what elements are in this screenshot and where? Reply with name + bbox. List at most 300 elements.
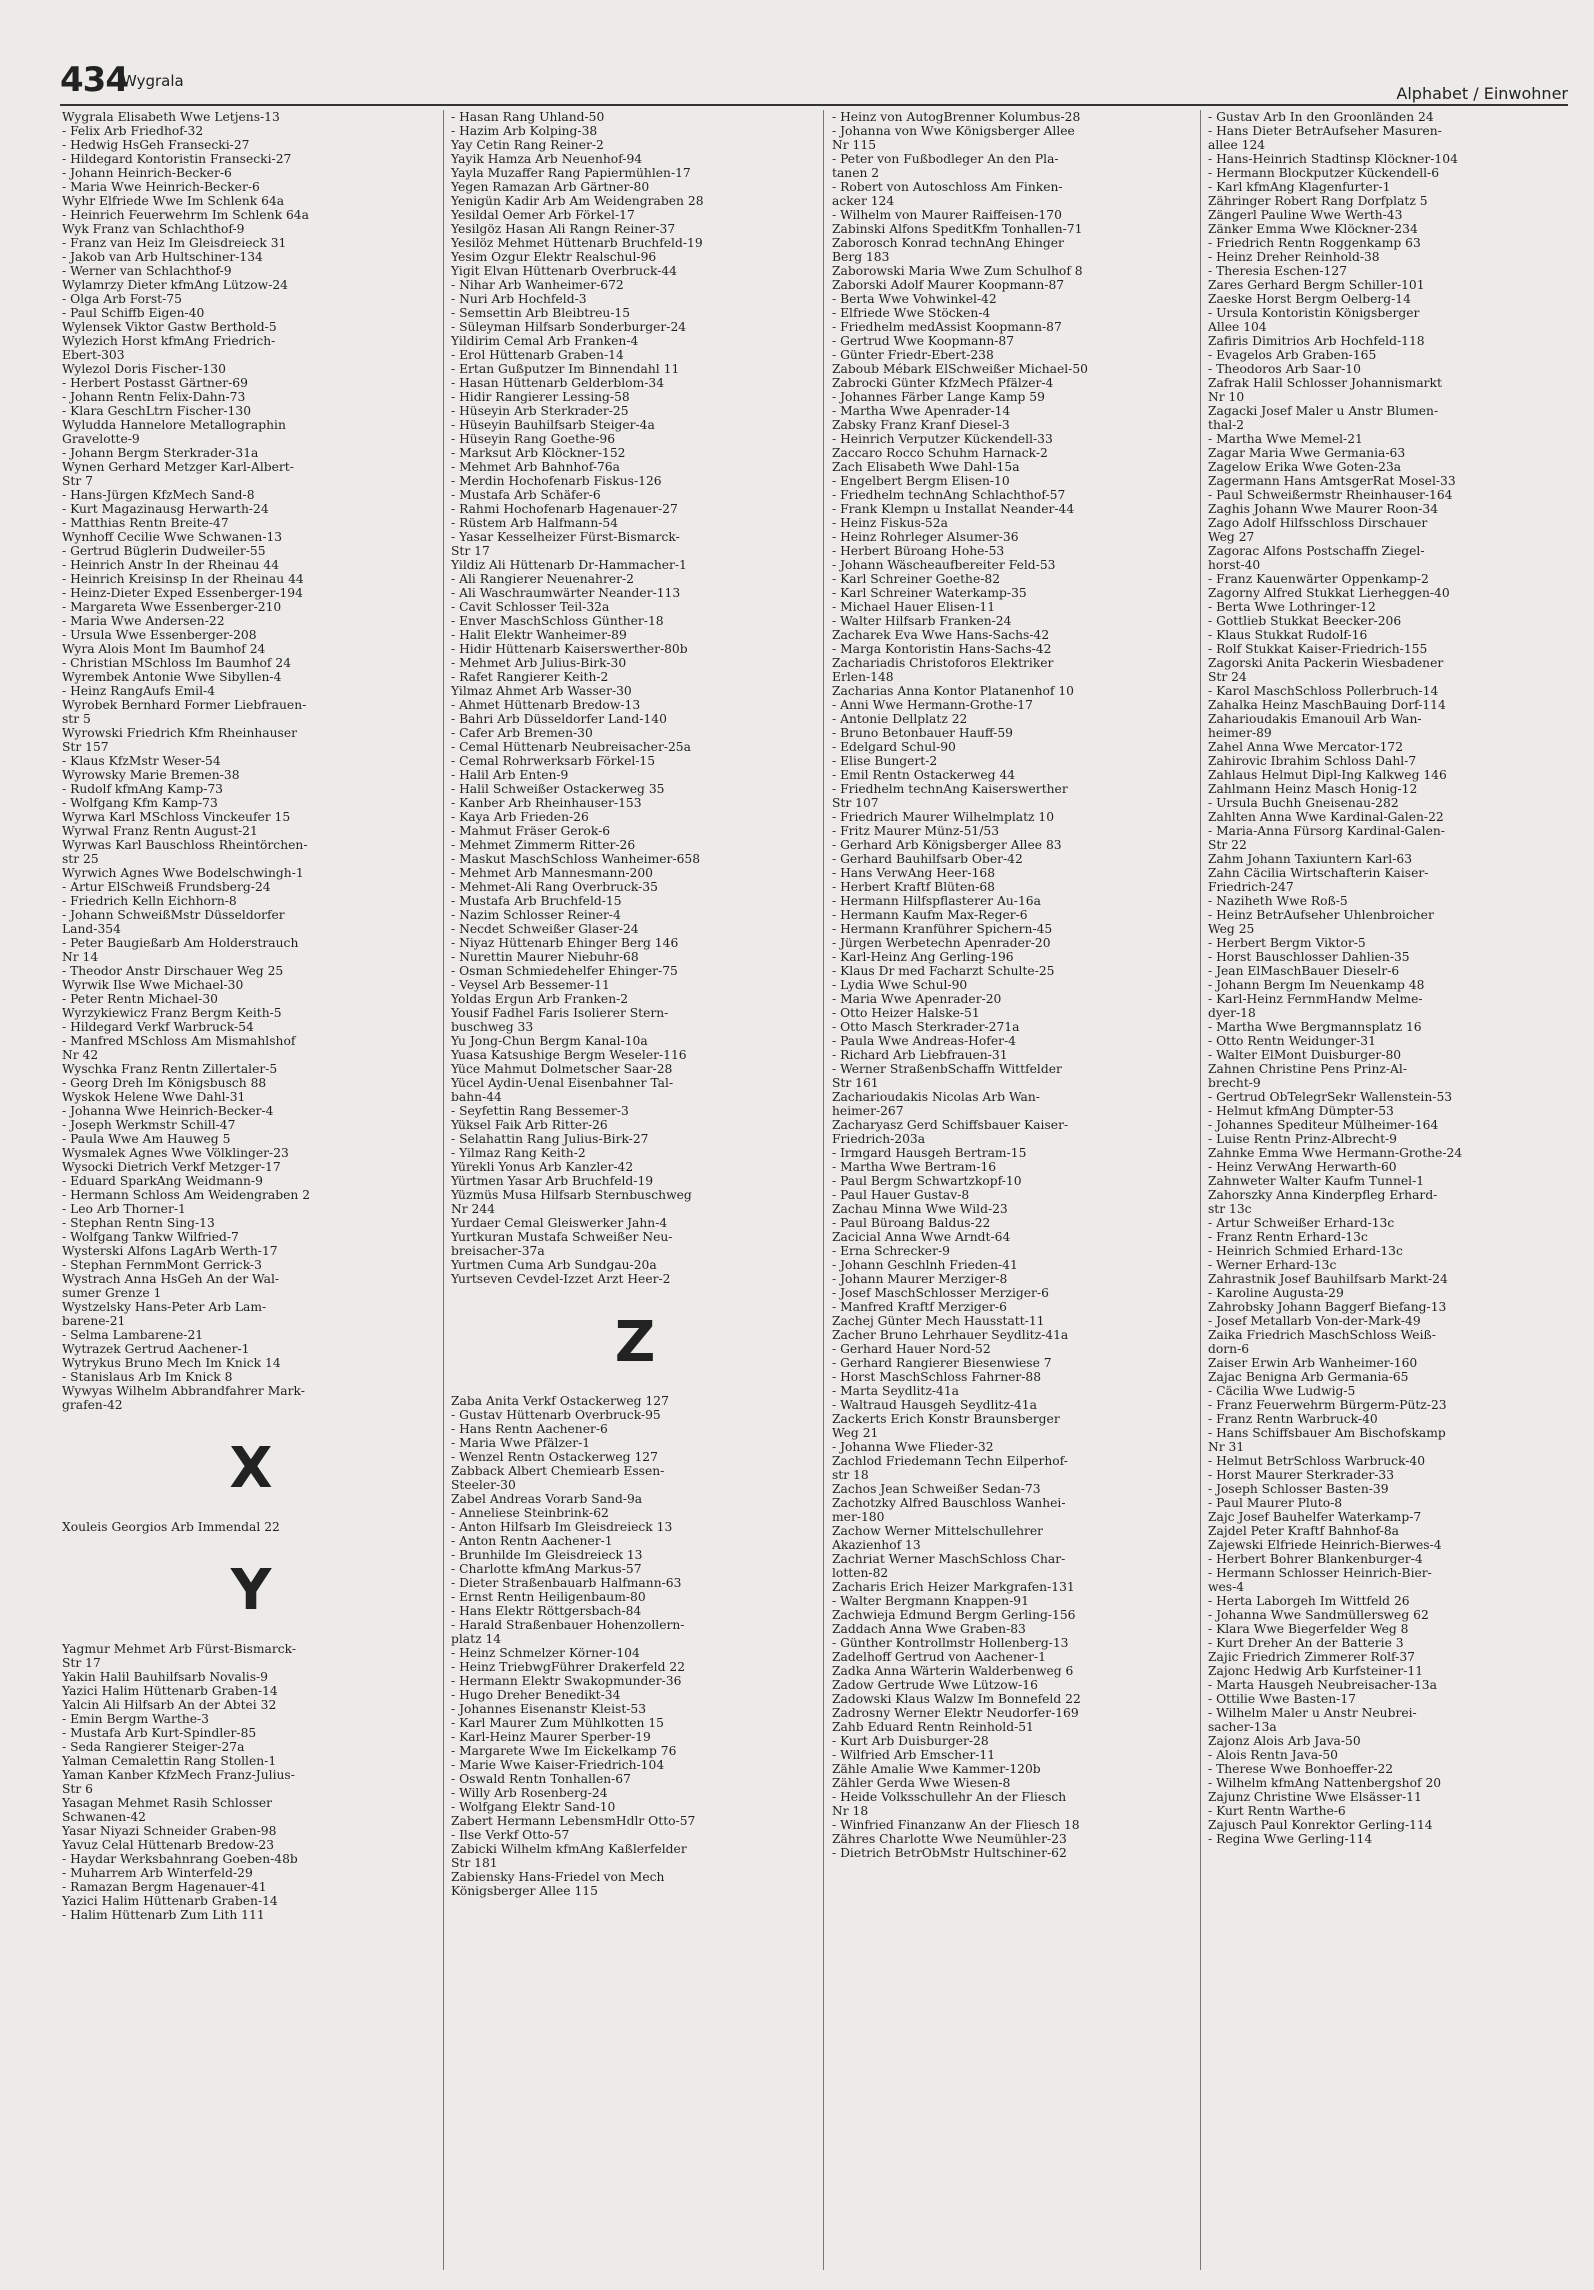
directory-entry: - Hermann Elektr Swakopmunder-36 [451,1674,682,1688]
directory-entry: - Klara Wwe Biegerfelder Weg 8 [1208,1622,1409,1636]
directory-entry: Zacharioudakis Nicolas Arb Wan- [832,1090,1040,1104]
directory-entry: Zabrocki Günter KfzMech Pfälzer-4 [832,376,1054,390]
directory-entry: - Heinrich Schmied Erhard-13c [1208,1244,1403,1258]
directory-entry: Weg 25 [1208,922,1255,936]
directory-entry: Zacharias Anna Kontor Platanenhof 10 [832,684,1075,698]
directory-entry: Allee 104 [1208,320,1267,334]
directory-entry: Yurtseven Cevdel-Izzet Arzt Heer-2 [451,1272,671,1286]
directory-entry: Zähler Gerda Wwe Wiesen-8 [832,1776,1011,1790]
directory-entry: Wyrwik Ilse Wwe Michael-30 [62,978,244,992]
directory-entry: Zahnen Christine Pens Prinz-Al- [1208,1062,1407,1076]
directory-entry: - Kurt Arb Duisburger-28 [832,1734,989,1748]
directory-entry: - Gerhard Hauer Nord-52 [832,1342,991,1356]
directory-entry: Zajac Benigna Arb Germania-65 [1208,1370,1409,1384]
directory-entry: - Margarete Wwe Im Eickelkamp 76 [451,1744,677,1758]
directory-entry: - Leo Arb Thorner-1 [62,1202,186,1216]
directory-entry: - Nurettin Maurer Niebuhr-68 [451,950,639,964]
directory-entry: - Karl-Heinz Ang Gerling-196 [832,950,1014,964]
directory-entry: - Martha Wwe Memel-21 [1208,432,1363,446]
directory-entry: - Otto Rentn Weidunger-31 [1208,1034,1376,1048]
directory-entry: - Paul Schiffb Eigen-40 [62,306,205,320]
directory-entry: - Anton Rentn Aachener-1 [451,1534,613,1548]
directory-entry: - Karl Schreiner Waterkamp-35 [832,586,1027,600]
directory-entry: barene-21 [62,1314,126,1328]
directory-entry: Zajonz Alois Arb Java-50 [1208,1734,1361,1748]
directory-entry: - Paul Bergm Schwartzkopf-10 [832,1174,1022,1188]
column-divider [443,110,444,2270]
directory-entry: Zachwieja Edmund Bergm Gerling-156 [832,1608,1076,1622]
directory-entry: - Therese Wwe Bonhoeffer-22 [1208,1762,1394,1776]
directory-entry: - Gerhard Rangierer Biesenwiese 7 [832,1356,1052,1370]
directory-entry: Yurtkuran Mustafa Schweißer Neu- [451,1230,673,1244]
directory-entry: - Franz Feuerwehrm Bürgerm-Pütz-23 [1208,1398,1447,1412]
directory-entry: - Necdet Schweißer Glaser-24 [451,922,639,936]
directory-entry: Zahorszky Anna Kinderpfleg Erhard- [1208,1188,1438,1202]
directory-entry: Str 6 [62,1782,93,1796]
directory-entry: Zares Gerhard Bergm Schiller-101 [1208,278,1425,292]
directory-entry: Zagermann Hans AmtsgerRat Mosel-33 [1208,474,1456,488]
directory-entry: mer-180 [832,1510,885,1524]
directory-entry: - Karl-Heinz Maurer Sperber-19 [451,1730,651,1744]
directory-entry: - Berta Wwe Vohwinkel-42 [832,292,997,306]
directory-entry: Zacicial Anna Wwe Arndt-64 [832,1230,1011,1244]
directory-entry: Wysmalek Agnes Wwe Völklinger-23 [62,1146,289,1160]
directory-entry: Nr 18 [832,1804,869,1818]
directory-entry: - Hermann Hilfspflasterer Au-16a [832,894,1041,908]
directory-entry: - Peter von Fußbodleger An den Pla- [832,152,1059,166]
directory-entry: - Hans Schiffsbauer Am Bischofskamp [1208,1426,1446,1440]
directory-entry: - Horst Maurer Sterkrader-33 [1208,1468,1395,1482]
directory-entry: - Evagelos Arb Graben-165 [1208,348,1377,362]
directory-entry: Zadrosny Werner Elektr Neudorfer-169 [832,1706,1079,1720]
directory-entry: Yürtmen Yasar Arb Bruchfeld-19 [451,1174,654,1188]
directory-entry: - Martha Wwe Apenrader-14 [832,404,1011,418]
directory-entry: - Luise Rentn Prinz-Albrecht-9 [1208,1132,1398,1146]
directory-entry: - Ali Rangierer Neuenahrer-2 [451,572,634,586]
directory-entry: - Peter Rentn Michael-30 [62,992,218,1006]
directory-entry: - Erna Schrecker-9 [832,1244,950,1258]
directory-entry: - Felix Arb Friedhof-32 [62,124,204,138]
directory-entry: Zajewski Elfriede Heinrich-Bierwes-4 [1208,1538,1442,1552]
directory-entry: Zahalka Heinz MaschBauing Dorf-114 [1208,698,1446,712]
directory-entry: - Hidir Rangierer Lessing-58 [451,390,630,404]
directory-entry: Yesildal Oemer Arb Förkel-17 [451,208,635,222]
directory-entry: - Marga Kontoristin Hans-Sachs-42 [832,642,1052,656]
directory-entry: Zagacki Josef Maler u Anstr Blumen- [1208,404,1439,418]
directory-entry: - Stephan FernmMont Gerrick-3 [62,1258,262,1272]
directory-entry: - Artur Schweißer Erhard-13c [1208,1216,1395,1230]
directory-entry: Nr 42 [62,1048,99,1062]
directory-entry: Wyrzykiewicz Franz Bergm Keith-5 [62,1006,282,1020]
directory-entry: - Osman Schmiedehelfer Ehinger-75 [451,964,678,978]
directory-entry: - Margareta Wwe Essenberger-210 [62,600,282,614]
directory-entry: - Friedhelm technAng Schlachthof-57 [832,488,1066,502]
directory-entry: - Emil Rentn Ostackerweg 44 [832,768,1016,782]
directory-entry: buschweg 33 [451,1020,534,1034]
directory-entry: - Heinrich Verputzer Kückendell-33 [832,432,1053,446]
directory-entry: - Hasan Rang Uhland-50 [451,110,605,124]
directory-entry: - Helmut BetrSchloss Warbruck-40 [1208,1454,1426,1468]
directory-entry: - Süleyman Hilfsarb Sonderburger-24 [451,320,687,334]
directory-entry: Zadelhoff Gertrud von Aachener-1 [832,1650,1046,1664]
directory-entry: - Enver MaschSchloss Günther-18 [451,614,664,628]
directory-entry: Wystzelsky Hans-Peter Arb Lam- [62,1300,267,1314]
directory-entry: - Nazim Schlosser Reiner-4 [451,908,621,922]
directory-entry: - Christian MSchloss Im Baumhof 24 [62,656,292,670]
directory-entry: str 5 [62,712,91,726]
directory-entry: Nr 14 [62,950,99,964]
directory-entry: - Georg Dreh Im Königsbusch 88 [62,1076,267,1090]
directory-entry: Zaiser Erwin Arb Wanheimer-160 [1208,1356,1418,1370]
directory-column-1 [62,110,440,1922]
directory-entry: - Ernst Rentn Heiligenbaum-80 [451,1590,646,1604]
directory-entry: - Jakob van Arb Hultschiner-134 [62,250,263,264]
directory-entry: - Herbert Postasst Gärtner-69 [62,376,248,390]
directory-entry: - Hazim Arb Kolping-38 [451,124,598,138]
directory-entry: horst-40 [1208,558,1261,572]
directory-entry: - Jean ElMaschBauer Dieselr-6 [1208,964,1400,978]
directory-entry: - Manfred MSchloss Am Mismahlshof [62,1034,296,1048]
directory-entry: Yakin Halil Bauhilfsarb Novalis-9 [62,1670,268,1684]
directory-entry: Zadow Gertrude Wwe Lützow-16 [832,1678,1038,1692]
column-divider [1200,110,1201,2270]
directory-entry: Wynhoff Cecilie Wwe Schwanen-13 [62,530,283,544]
directory-entry: Zabinski Alfons SpeditKfm Tonhallen-71 [832,222,1083,236]
directory-entry: - Manfred Kraftf Merziger-6 [832,1300,1007,1314]
directory-entry: - Hildegard Kontoristin Fransecki-27 [62,152,292,166]
directory-entry: Gravelotte-9 [62,432,140,446]
directory-entry: - Maria Wwe Andersen-22 [62,614,225,628]
directory-entry: Yalcin Ali Hilfsarb An der Abtei 32 [62,1698,277,1712]
directory-entry: - Naziheth Wwe Roß-5 [1208,894,1348,908]
directory-entry: - Karl-Heinz FernmHandw Melme- [1208,992,1423,1006]
directory-entry: - Wilhelm kfmAng Nattenbergshof 20 [1208,1776,1442,1790]
directory-entry: Zabiensky Hans-Friedel von Mech [451,1870,665,1884]
directory-entry: Zahn Cäcilia Wirtschafterin Kaiser- [1208,866,1429,880]
section-title: Alphabet / Einwohner [1396,84,1568,103]
directory-entry: - Paul Schweißermstr Rheinhauser-164 [1208,488,1453,502]
directory-entry: - Johanna Wwe Heinrich-Becker-4 [62,1104,274,1118]
directory-entry: Zagorny Alfred Stukkat Lierheggen-40 [1208,586,1450,600]
directory-entry: - Jürgen Werbetechn Apenrader-20 [832,936,1051,950]
directory-entry: Zagar Maria Wwe Germania-63 [1208,446,1406,460]
directory-entry: Zähres Charlotte Wwe Neumühler-23 [832,1832,1067,1846]
directory-entry: Zabback Albert Chemiearb Essen- [451,1464,665,1478]
directory-entry: - Hans Rentn Aachener-6 [451,1422,608,1436]
directory-entry: - Charlotte kfmAng Markus-57 [451,1562,642,1576]
directory-entry: - Gustav Hüttenarb Overbruck-95 [451,1408,661,1422]
directory-entry: Zacher Bruno Lehrhauer Seydlitz-41a [832,1328,1069,1342]
directory-entry: - Hermann Schloss Am Weidengraben 2 [62,1188,311,1202]
directory-entry: - Anneliese Steinbrink-62 [451,1506,609,1520]
directory-entry: - Halim Hüttenarb Zum Lith 111 [62,1908,265,1922]
directory-entry: - Mehmet Zimmerm Ritter-26 [451,838,636,852]
directory-entry: - Elfriede Wwe Stöcken-4 [832,306,991,320]
directory-entry: Zaba Anita Verkf Ostackerweg 127 [451,1394,669,1408]
directory-entry: - Günter Friedr-Ebert-238 [832,348,994,362]
directory-entry: Zabicki Wilhelm kfmAng Kaßlerfelder [451,1842,687,1856]
directory-entry: - Selma Lambarene-21 [62,1328,204,1342]
directory-entry: - Hermann Schlosser Heinrich-Bier- [1208,1566,1432,1580]
directory-entry: - Karoline Augusta-29 [1208,1286,1344,1300]
directory-entry: - Klaus KfzMstr Weser-54 [62,754,221,768]
directory-entry: - Hermann Kranführer Spichern-45 [832,922,1053,936]
directory-entry: - Artur ElSchweiß Frundsberg-24 [62,880,271,894]
directory-entry: - Heinz-Dieter Exped Essenberger-194 [62,586,303,600]
directory-entry: Akazienhof 13 [832,1538,921,1552]
directory-entry: Wynen Gerhard Metzger Karl-Albert- [62,460,294,474]
directory-entry: - Michael Hauer Elisen-11 [832,600,996,614]
directory-entry: - Lydia Wwe Schul-90 [832,978,968,992]
directory-entry: - Gertrud Wwe Koopmann-87 [832,334,1015,348]
directory-entry: - Heinz Schmelzer Körner-104 [451,1646,640,1660]
directory-entry: Friedrich-203a [832,1132,926,1146]
directory-entry: bahn-44 [451,1090,502,1104]
directory-entry: - Semsettin Arb Bleibtreu-15 [451,306,631,320]
directory-entry: - Edelgard Schul-90 [832,740,956,754]
directory-entry: - Hans Dieter BetrAufseher Masuren- [1208,124,1442,138]
directory-entry: - Franz Kauenwärter Oppenkamp-2 [1208,572,1429,586]
directory-entry: platz 14 [451,1632,502,1646]
directory-entry: - Heinrich Anstr In der Rheinau 44 [62,558,280,572]
directory-entry: - Hidir Hüttenarb Kaiserswerther-80b [451,642,688,656]
directory-entry: Zahlten Anna Wwe Kardinal-Galen-22 [1208,810,1444,824]
directory-entry: Yürekli Yonus Arb Kanzler-42 [451,1160,634,1174]
directory-entry: - Heinz Dreher Reinhold-38 [1208,250,1380,264]
directory-entry: Zähle Amalie Wwe Kammer-120b [832,1762,1041,1776]
directory-entry: - Marta Seydlitz-41a [832,1384,959,1398]
directory-entry: Zahrastnik Josef Bauhilfsarb Markt-24 [1208,1272,1448,1286]
directory-entry: - Regina Wwe Gerling-114 [1208,1832,1373,1846]
directory-entry: Zajunz Christine Wwe Elsässer-11 [1208,1790,1422,1804]
directory-entry: - Antonie Dellplatz 22 [832,712,968,726]
directory-entry: allee 124 [1208,138,1266,152]
directory-entry: - Eduard SparkAng Weidmann-9 [62,1174,263,1188]
directory-entry: Zadka Anna Wärterin Walderbenweg 6 [832,1664,1074,1678]
directory-entry: - Josef MaschSchlosser Merziger-6 [832,1286,1049,1300]
directory-entry: Yay Cetin Rang Reiner-2 [451,138,604,152]
directory-entry: - Nuri Arb Hochfeld-3 [451,292,587,306]
directory-entry: thal-2 [1208,418,1245,432]
directory-entry: str 25 [62,852,99,866]
directory-entry: Str 17 [451,544,490,558]
directory-entry: Zahlaus Helmut Dipl-Ing Kalkweg 146 [1208,768,1447,782]
directory-entry: Yazici Halim Hüttenarb Graben-14 [62,1684,278,1698]
column-divider [823,110,824,2270]
directory-entry: - Herta Laborgeh Im Wittfeld 26 [1208,1594,1410,1608]
directory-entry: - Rüstem Arb Halfmann-54 [451,516,619,530]
directory-entry: - Hüseyin Bauhilfsarb Steiger-4a [451,418,655,432]
directory-entry: - Hans-Heinrich Stadtinsp Klöckner-104 [1208,152,1458,166]
directory-entry: Zachow Werner Mittelschullehrer [832,1524,1044,1538]
directory-entry: - Friedrich Kelln Eichhorn-8 [62,894,237,908]
directory-entry: - Cemal Hüttenarb Neubreisacher-25a [451,740,691,754]
directory-entry: - Wolfgang Elektr Sand-10 [451,1800,616,1814]
directory-entry: - Hüseyin Arb Sterkrader-25 [451,404,629,418]
directory-entry: - Franz Rentn Warbruck-40 [1208,1412,1378,1426]
directory-entry: - Erol Hüttenarb Graben-14 [451,348,624,362]
directory-entry: - Rafet Rangierer Keith-2 [451,670,609,684]
directory-entry: - Joseph Schlosser Basten-39 [1208,1482,1389,1496]
directory-entry: - Mustafa Arb Bruchfeld-15 [451,894,622,908]
directory-entry: - Heide Volksschullehr An der Fliesch [832,1790,1067,1804]
directory-entry: - Helmut kfmAng Dümpter-53 [1208,1104,1394,1118]
directory-entry: - Otto Heizer Halske-51 [832,1006,980,1020]
directory-entry: Yurdaer Cemal Gleiswerker Jahn-4 [451,1216,668,1230]
page-number: 434 [60,60,128,100]
directory-entry: - Halil Arb Enten-9 [451,768,569,782]
directory-entry: - Werner Erhard-13c [1208,1258,1337,1272]
directory-entry: Wyhr Elfriede Wwe Im Schlenk 64a [62,194,285,208]
directory-entry: Str 17 [62,1656,101,1670]
directory-entry: heimer-267 [832,1104,904,1118]
directory-entry: Königsberger Allee 115 [451,1884,598,1898]
directory-entry: Zabsky Franz Kranf Diesel-3 [832,418,1010,432]
directory-entry: - Matthias Rentn Breite-47 [62,516,229,530]
directory-entry: - Hugo Dreher Benedikt-34 [451,1688,621,1702]
directory-entry: Yavuz Celal Hüttenarb Bredow-23 [62,1838,275,1852]
directory-entry: - Johanna Wwe Flieder-32 [832,1440,994,1454]
directory-entry: Zafiris Dimitrios Arb Hochfeld-118 [1208,334,1425,348]
directory-entry: - Oswald Rentn Tonhallen-67 [451,1772,631,1786]
directory-entry: Wylezol Doris Fischer-130 [62,362,226,376]
directory-entry: Zahm Johann Taxiuntern Karl-63 [1208,852,1413,866]
directory-entry: - Berta Wwe Lothringer-12 [1208,600,1376,614]
directory-entry: Yousif Fadhel Faris Isolierer Stern- [451,1006,669,1020]
directory-entry: Wyrwa Karl MSchloss Vinckeufer 15 [62,810,291,824]
directory-entry: Zaddach Anna Wwe Graben-83 [832,1622,1026,1636]
directory-entry: - Johann Rentn Felix-Dahn-73 [62,390,246,404]
directory-entry: str 18 [832,1468,869,1482]
directory-entry: - Kurt Rentn Warthe-6 [1208,1804,1346,1818]
directory-entry: - Anni Wwe Hermann-Grothe-17 [832,698,1033,712]
directory-entry: Str 107 [832,796,879,810]
directory-entry: lotten-82 [832,1566,889,1580]
directory-entry: brecht-9 [1208,1076,1261,1090]
directory-entry: sumer Grenze 1 [62,1286,162,1300]
directory-entry: Zahnweter Walter Kaufm Tunnel-1 [1208,1174,1425,1188]
directory-entry: - Kanber Arb Rheinhauser-153 [451,796,642,810]
directory-entry: Erlen-148 [832,670,894,684]
running-head-word: Wygrala [122,72,184,90]
directory-entry: - Johann Wäscheaufbereiter Feld-53 [832,558,1056,572]
directory-entry: Zaharioudakis Emanouil Arb Wan- [1208,712,1422,726]
directory-entry: Zaika Friedrich MaschSchloss Weiß- [1208,1328,1436,1342]
directory-entry: - Johannes Spediteur Mülheimer-164 [1208,1118,1439,1132]
directory-entry: - Merdin Hochofenarb Fiskus-126 [451,474,662,488]
directory-entry: Berg 183 [832,250,890,264]
directory-entry: Zackerts Erich Konstr Braunsberger [832,1412,1060,1426]
directory-entry: - Hans Elektr Röttgersbach-84 [451,1604,642,1618]
directory-entry: - Günther Kontrollmstr Hollenberg-13 [832,1636,1069,1650]
directory-entry: Zajdel Peter Kraftf Bahnhof-8a [1208,1524,1399,1538]
section-letter: Y [230,1558,272,1623]
directory-entry: Zajc Josef Bauhelfer Waterkamp-7 [1208,1510,1422,1524]
directory-entry: - Gertrud ObTelegrSekr Wallenstein-53 [1208,1090,1453,1104]
directory-entry: - Rahmi Hochofenarb Hagenauer-27 [451,502,678,516]
directory-entry: - Paul Hauer Gustav-8 [832,1188,970,1202]
directory-entry: acker 124 [832,194,895,208]
directory-entry: - Herbert Bergm Viktor-5 [1208,936,1366,950]
directory-entry: - Johann Geschlnh Frieden-41 [832,1258,1018,1272]
directory-entry: - Johanna Wwe Sandmüllersweg 62 [1208,1608,1429,1622]
directory-entry: - Friedrich Maurer Wilhelmplatz 10 [832,810,1055,824]
directory-entry: - Johann Heinrich-Becker-6 [62,166,232,180]
directory-entry: - Klaus Dr med Facharzt Schulte-25 [832,964,1055,978]
directory-entry: - Kurt Dreher An der Batterie 3 [1208,1636,1404,1650]
directory-entry: Zajonc Hedwig Arb Kurfsteiner-11 [1208,1664,1424,1678]
directory-entry: - Hedwig HsGeh Fransecki-27 [62,138,250,152]
directory-entry: - Franz Rentn Erhard-13c [1208,1230,1368,1244]
directory-entry: - Wolfgang Tankw Wilfried-7 [62,1230,239,1244]
directory-entry: - Otto Masch Sterkrader-271a [832,1020,1020,1034]
directory-entry: - Horst MaschSchloss Fahrner-88 [832,1370,1042,1384]
directory-entry: - Gertrud Büglerin Dudweiler-55 [62,544,266,558]
directory-entry: Str 7 [62,474,93,488]
directory-entry: Wywyas Wilhelm Abbrandfahrer Mark- [62,1384,305,1398]
directory-entry: - Friedhelm medAssist Koopmann-87 [832,320,1062,334]
directory-entry: - Werner StraßenbSchaffn Wittfelder [832,1062,1062,1076]
directory-entry: grafen-42 [62,1398,123,1412]
directory-entry: - Wilhelm Maler u Anstr Neubrei- [1208,1706,1417,1720]
directory-entry: - Mehmet Arb Julius-Birk-30 [451,656,627,670]
directory-entry: - Ottilie Wwe Basten-17 [1208,1692,1356,1706]
directory-entry: Yüksel Faik Arb Ritter-26 [451,1118,608,1132]
directory-entry: - Johann Bergm Im Neuenkamp 48 [1208,978,1425,992]
directory-entry: - Ahmet Hüttenarb Bredow-13 [451,698,641,712]
directory-entry: - Heinz Fiskus-52a [832,516,948,530]
directory-entry: - Wilfried Arb Emscher-11 [832,1748,996,1762]
directory-entry: Yigit Elvan Hüttenarb Overbruck-44 [451,264,677,278]
directory-entry: Yesilgöz Hasan Ali Rangn Reiner-37 [451,222,676,236]
directory-entry: Zabel Andreas Vorarb Sand-9a [451,1492,643,1506]
directory-entry: Wyludda Hannelore Metallographin [62,418,286,432]
directory-entry: - Paula Wwe Am Hauweg 5 [62,1132,231,1146]
section-letter: X [229,1436,273,1501]
directory-entry: - Yasar Kesselheizer Fürst-Bismarck- [451,530,680,544]
directory-column-4 [1208,110,1568,1846]
directory-entry: - Heinz VerwAng Herwarth-60 [1208,1160,1397,1174]
directory-entry: Zacharek Eva Wwe Hans-Sachs-42 [832,628,1050,642]
directory-entry: - Engelbert Bergm Elisen-10 [832,474,1010,488]
directory-entry: - Johannes Eisenanstr Kleist-53 [451,1702,647,1716]
directory-entry: Zaccaro Rocco Schuhm Harnack-2 [832,446,1048,460]
directory-entry: Zahirovic Ibrahim Schloss Dahl-7 [1208,754,1417,768]
directory-entry: Yesim Ozgur Elektr Realschul-96 [451,250,657,264]
directory-entry: - Hildegard Verkf Warbruck-54 [62,1020,254,1034]
directory-entry: - Waltraud Hausgeh Seydlitz-41a [832,1398,1037,1412]
directory-entry: - Ertan Gußputzer Im Binnendahl 11 [451,362,680,376]
directory-entry: - Hermann Blockputzer Kückendell-6 [1208,166,1440,180]
directory-entry: - Klara GeschLtrn Fischer-130 [62,404,252,418]
directory-entry: - Bahri Arb Düsseldorfer Land-140 [451,712,667,726]
directory-entry: Zaeske Horst Bergm Oelberg-14 [1208,292,1411,306]
directory-entry: - Gottlieb Stukkat Beecker-206 [1208,614,1402,628]
directory-entry: - Bruno Betonbauer Hauff-59 [832,726,1013,740]
directory-entry: Yoldas Ergun Arb Franken-2 [451,992,629,1006]
directory-entry: - Martha Wwe Bertram-16 [832,1160,997,1174]
directory-entry: - Theodoros Arb Saar-10 [1208,362,1361,376]
directory-entry: Wystrach Anna HsGeh An der Wal- [62,1272,280,1286]
directory-entry: - Marie Wwe Kaiser-Friedrich-104 [451,1758,665,1772]
directory-entry: - Wilhelm von Maurer Raiffeisen-170 [832,208,1062,222]
directory-entry: Zahrobsky Johann Baggerf Biefang-13 [1208,1300,1447,1314]
directory-entry: - Johann Maurer Merziger-8 [832,1272,1008,1286]
directory-entry: Wyrwal Franz Rentn August-21 [62,824,258,838]
directory-entry: Yayla Muzaffer Rang Papiermühlen-17 [451,166,691,180]
directory-entry: - Seyfettin Rang Bessemer-3 [451,1104,629,1118]
directory-entry: str 13c [1208,1202,1252,1216]
